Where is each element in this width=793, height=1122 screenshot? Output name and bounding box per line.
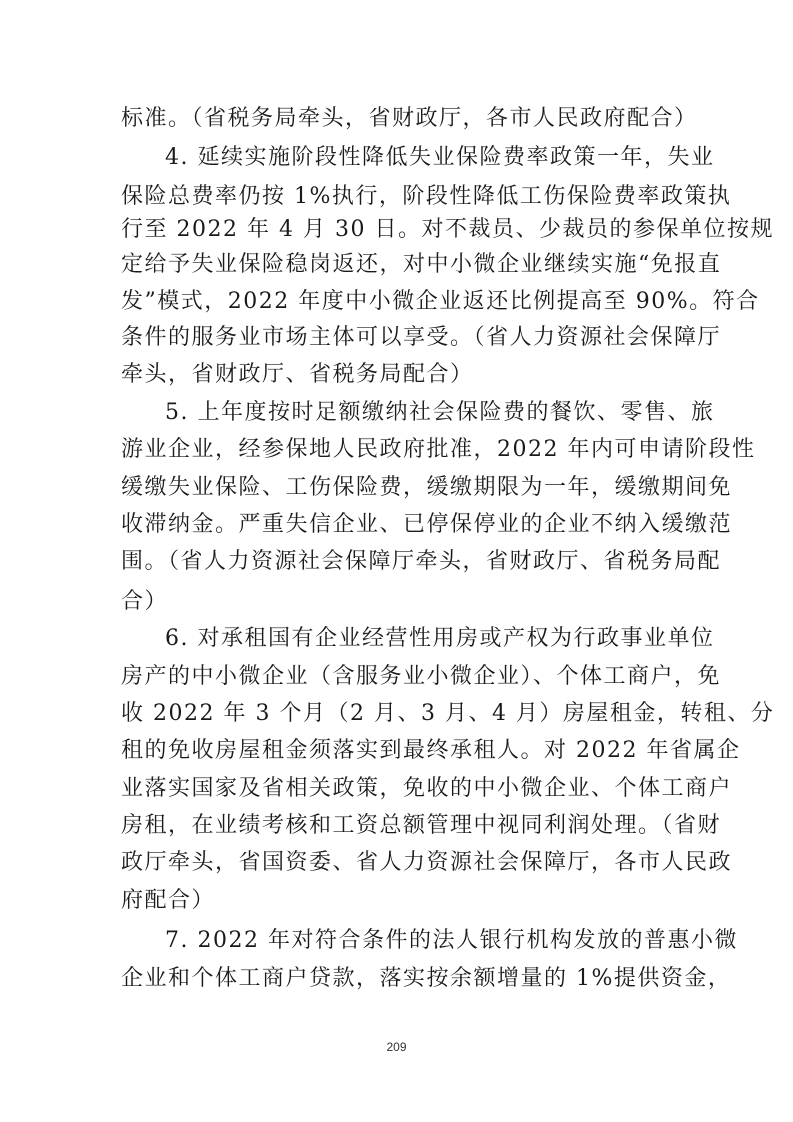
text-line: 业落实国家及省相关政策，免收的中小微企业、个体工商户: [121, 776, 733, 801]
text-line: 标准。（省税务局牵头，省财政厅，各市人民政府配合）: [121, 106, 698, 131]
text-line: 发”模式，2022 年度中小微企业返还比例提高至 90%。符合: [121, 289, 760, 314]
page-number: 209: [386, 1040, 407, 1054]
text-line: 收滞纳金。严重失信企业、已停保停业的企业不纳入缓缴范: [121, 512, 733, 537]
text-line: 5. 上年度按时足额缴纳社会保险费的餐饮、零售、旅: [165, 400, 715, 425]
text-line: 房租，在业绩考核和工资总额管理中视同利润处理。（省财: [121, 813, 722, 838]
text-line: 租的免收房屋租金须落实到最终承租人。对 2022 年省属企: [121, 738, 741, 763]
text-line: 房产的中小微企业（含服务业小微企业）、个体工商户，免: [121, 664, 722, 689]
text-line: 保险总费率仍按 1%执行，阶段性降低工伤保险费率政策执: [121, 184, 732, 209]
text-line: 条件的服务业市场主体可以享受。（省人力资源社会保障厅: [121, 325, 722, 350]
text-line: 6. 对承租国有企业经营性用房或产权为行政事业单位: [165, 626, 715, 651]
text-line: 政厅牵头，省国资委、省人力资源社会保障厅，各市人民政: [121, 850, 733, 875]
text-line: 牵头，省财政厅、省税务局配合）: [121, 362, 474, 387]
text-line: 府配合）: [121, 888, 216, 913]
text-line: 企业和个体工商户贷款，落实按余额增量的 1%提供资金，: [121, 966, 732, 991]
text-line: 游业企业，经参保地人民政府批准，2022 年内可申请阶段性: [121, 437, 756, 462]
text-line: 7. 2022 年对符合条件的法人银行机构发放的普惠小微: [165, 928, 738, 953]
text-line: 4. 延续实施阶段性降低失业保险费率政策一年，失业: [165, 145, 715, 170]
text-line: 缓缴失业保险、工伤保险费，缓缴期限为一年，缓缴期间免: [121, 475, 733, 500]
text-line: 行至 2022 年 4 月 30 日。对不裁员、少裁员的参保单位按规: [121, 217, 774, 242]
text-line: 围。（省人力资源社会保障厅牵头，省财政厅、省税务局配: [121, 549, 722, 574]
text-line: 收 2022 年 3 个月（2 月、3 月、4 月）房屋租金，转租、分: [121, 701, 775, 726]
text-line: 定给予失业保险稳岗返还，对中小微企业继续实施“免报直: [121, 252, 722, 277]
text-line: 合）: [121, 589, 169, 614]
